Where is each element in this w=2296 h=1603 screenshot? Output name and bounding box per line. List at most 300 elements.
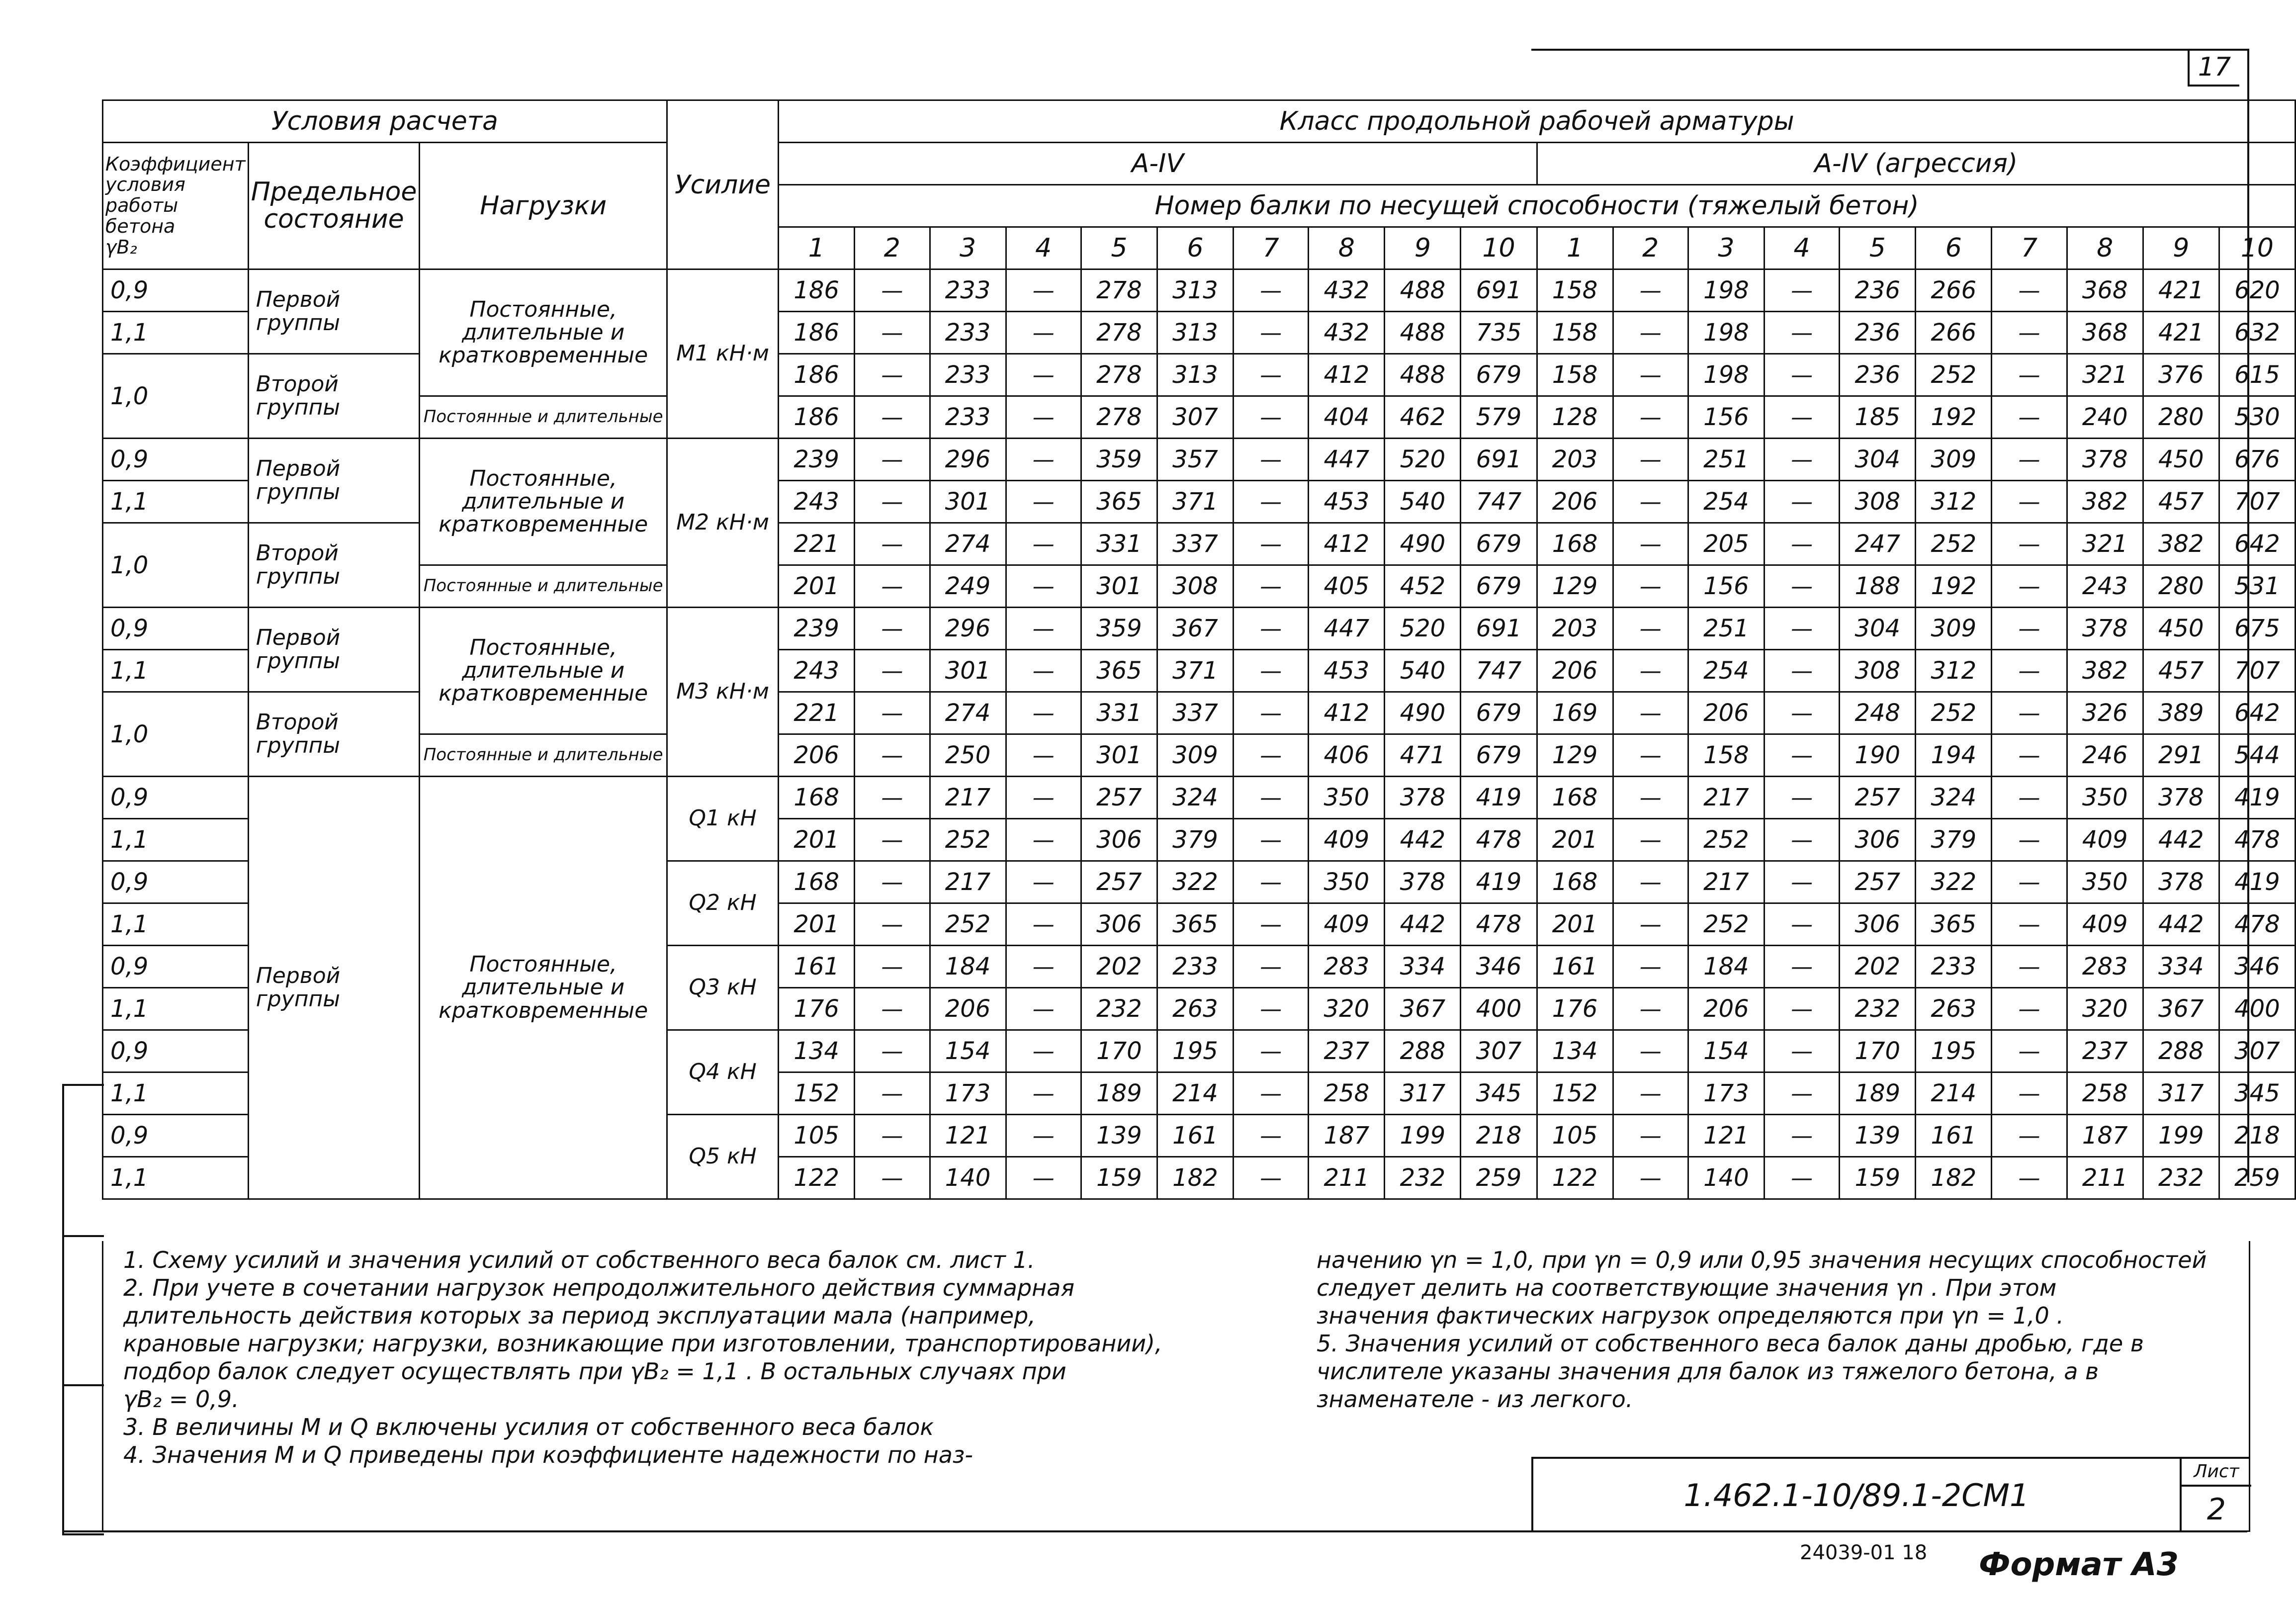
value-cell: — [855, 565, 930, 608]
value-cell: 176 [779, 988, 855, 1030]
value-cell: — [1992, 565, 2067, 608]
value-cell: 306 [1081, 903, 1157, 946]
value-cell: 280 [2143, 396, 2219, 439]
value-cell: — [1764, 988, 1839, 1030]
coef-cell: 0,9 [103, 777, 249, 819]
limit-state-cell: Второй группы [248, 692, 420, 777]
value-cell: — [1613, 946, 1688, 988]
coef-cell: 0,9 [103, 608, 249, 650]
table-row [103, 608, 2296, 650]
value-cell: 257 [1081, 777, 1157, 819]
value-cell: 168 [1537, 861, 1613, 903]
value-cell: 278 [1081, 269, 1157, 312]
value-cell: 198 [1688, 269, 1764, 312]
value-cell: — [1992, 396, 2067, 439]
header-force: Усилие [667, 100, 778, 269]
value-cell: 129 [1537, 565, 1613, 608]
value-cell: — [1764, 692, 1839, 734]
value-cell: 478 [1461, 819, 1537, 861]
value-cell: 254 [1688, 650, 1764, 692]
value-cell: 186 [779, 269, 855, 312]
value-cell: — [1764, 523, 1839, 565]
value-cell: — [855, 354, 930, 396]
value-cell: — [855, 819, 930, 861]
value-cell: 676 [2219, 439, 2295, 481]
load-type-cell: Постоянные, длительные и кратковременные [420, 439, 667, 565]
value-cell: 259 [1461, 1157, 1537, 1199]
value-cell: 520 [1385, 608, 1461, 650]
value-cell: 404 [1309, 396, 1385, 439]
value-cell: — [1234, 439, 1309, 481]
value-cell: — [1006, 354, 1081, 396]
value-cell: — [1234, 608, 1309, 650]
coef-cell: 0,9 [103, 269, 249, 312]
value-cell: 296 [930, 439, 1006, 481]
value-cell: — [855, 1115, 930, 1157]
value-cell: 288 [2143, 1030, 2219, 1072]
value-cell: 679 [1461, 734, 1537, 777]
value-cell: 488 [1385, 269, 1461, 312]
binding-strip-divider [64, 1384, 104, 1386]
value-cell: 259 [2219, 1157, 2295, 1199]
value-cell: — [1764, 1115, 1839, 1157]
value-cell: — [1613, 734, 1688, 777]
value-cell: 202 [1840, 946, 1916, 988]
value-cell: 266 [1916, 312, 1992, 354]
value-cell: 214 [1916, 1072, 1992, 1115]
note-line: следует делить на соответствующие значения γn . При этом [1317, 1274, 2057, 1301]
value-cell: — [1613, 650, 1688, 692]
value-cell: — [855, 439, 930, 481]
value-cell: — [1992, 1030, 2067, 1072]
value-cell: 615 [2219, 354, 2295, 396]
value-cell: 158 [1688, 734, 1764, 777]
value-cell: 331 [1081, 523, 1157, 565]
value-cell: 419 [1461, 777, 1537, 819]
value-cell: — [855, 481, 930, 523]
value-cell: — [1764, 608, 1839, 650]
value-cell: 192 [1916, 565, 1992, 608]
value-cell: — [1613, 903, 1688, 946]
header-beam-col: 1 [779, 227, 855, 269]
value-cell: 250 [930, 734, 1006, 777]
value-cell: 409 [1309, 819, 1385, 861]
value-cell: 307 [1157, 396, 1233, 439]
note-line: 5. Значения усилий от собственного веса балок даны дробью, где в [1317, 1330, 2144, 1357]
load-type-cell: Постоянные и длительные [420, 734, 667, 777]
value-cell: 128 [1537, 396, 1613, 439]
value-cell: 334 [1385, 946, 1461, 988]
value-cell: 544 [2219, 734, 2295, 777]
value-cell: 246 [2067, 734, 2143, 777]
value-cell: — [1234, 903, 1309, 946]
load-type-cell: Постоянные и длительные [420, 565, 667, 608]
force-cell: Q4 кН [667, 1030, 778, 1115]
value-cell: 202 [1081, 946, 1157, 988]
value-cell: 158 [1537, 354, 1613, 396]
value-cell: 419 [1461, 861, 1537, 903]
value-cell: 186 [779, 312, 855, 354]
value-cell: 233 [1916, 946, 1992, 988]
value-cell: 378 [2143, 861, 2219, 903]
value-cell: 488 [1385, 312, 1461, 354]
value-cell: 306 [1840, 819, 1916, 861]
value-cell: — [1764, 903, 1839, 946]
value-cell: — [1234, 650, 1309, 692]
value-cell: 195 [1157, 1030, 1233, 1072]
value-cell: 432 [1309, 269, 1385, 312]
header-beam-col: 8 [2067, 227, 2143, 269]
value-cell: 274 [930, 692, 1006, 734]
value-cell: 350 [2067, 777, 2143, 819]
value-cell: 322 [1916, 861, 1992, 903]
value-cell: 488 [1385, 354, 1461, 396]
value-cell: 326 [2067, 692, 2143, 734]
value-cell: 334 [2143, 946, 2219, 988]
value-cell: 291 [2143, 734, 2219, 777]
value-cell: — [1234, 946, 1309, 988]
coef-cell: 1,1 [103, 1157, 249, 1199]
value-cell: — [855, 650, 930, 692]
value-cell: — [1992, 988, 2067, 1030]
value-cell: 258 [2067, 1072, 2143, 1115]
value-cell: 359 [1081, 439, 1157, 481]
value-cell: — [1234, 819, 1309, 861]
header-beam-col: 8 [1309, 227, 1385, 269]
value-cell: — [855, 396, 930, 439]
value-cell: 263 [1916, 988, 1992, 1030]
value-cell: 400 [1461, 988, 1537, 1030]
value-cell: 531 [2219, 565, 2295, 608]
value-cell: 331 [1081, 692, 1157, 734]
value-cell: — [1764, 1072, 1839, 1115]
value-cell: 432 [1309, 312, 1385, 354]
value-cell: 237 [2067, 1030, 2143, 1072]
value-cell: 233 [1157, 946, 1233, 988]
coef-cell: 0,9 [103, 861, 249, 903]
value-cell: — [855, 312, 930, 354]
value-cell: 309 [1157, 734, 1233, 777]
force-cell: M1 кН·м [667, 269, 778, 439]
value-cell: 313 [1157, 312, 1233, 354]
value-cell: 190 [1840, 734, 1916, 777]
value-cell: 453 [1309, 650, 1385, 692]
value-cell: 409 [2067, 819, 2143, 861]
value-cell: 173 [1688, 1072, 1764, 1115]
value-cell: — [1006, 1157, 1081, 1199]
value-cell: — [1992, 650, 2067, 692]
value-cell: 221 [779, 523, 855, 565]
value-cell: — [1234, 861, 1309, 903]
value-cell: 192 [1916, 396, 1992, 439]
value-cell: 218 [1461, 1115, 1537, 1157]
value-cell: — [1613, 692, 1688, 734]
force-cell: Q1 кН [667, 777, 778, 861]
value-cell: 382 [2067, 481, 2143, 523]
value-cell: 350 [2067, 861, 2143, 903]
note-line: знаменателе - из легкого. [1317, 1386, 1633, 1413]
value-cell: — [1764, 396, 1839, 439]
value-cell: 419 [2219, 861, 2295, 903]
value-cell: — [1006, 396, 1081, 439]
value-cell: 176 [1537, 988, 1613, 1030]
value-cell: — [1006, 312, 1081, 354]
value-cell: 320 [1309, 988, 1385, 1030]
note-line: 2. При учете в сочетании нагрузок непродолжительного действия суммарная [123, 1274, 1075, 1301]
value-cell: — [1764, 734, 1839, 777]
value-cell: 307 [2219, 1030, 2295, 1072]
header-class-a4-aggression: A-IV (агрессия) [1537, 143, 2296, 185]
value-cell: 359 [1081, 608, 1157, 650]
value-cell: 122 [779, 1157, 855, 1199]
value-cell: 382 [2067, 650, 2143, 692]
value-cell: 442 [2143, 903, 2219, 946]
value-cell: 367 [1157, 608, 1233, 650]
note-line: 3. В величины M и Q включены усилия от собственного веса балок [123, 1414, 934, 1440]
coef-cell: 0,9 [103, 946, 249, 988]
value-cell: 139 [1081, 1115, 1157, 1157]
value-cell: 378 [1385, 861, 1461, 903]
value-cell: — [1764, 650, 1839, 692]
limit-state-cell: Второй группы [248, 523, 420, 608]
value-cell: 337 [1157, 692, 1233, 734]
value-cell: — [855, 861, 930, 903]
value-cell: 346 [1461, 946, 1537, 988]
value-cell: — [1006, 1030, 1081, 1072]
value-cell: 274 [930, 523, 1006, 565]
load-type-cell: Постоянные, длительные и кратковременные [420, 608, 667, 734]
value-cell: 345 [1461, 1072, 1537, 1115]
value-cell: 304 [1840, 439, 1916, 481]
value-cell: 158 [1537, 269, 1613, 312]
value-cell: — [855, 523, 930, 565]
value-cell: 346 [2219, 946, 2295, 988]
value-cell: 161 [1537, 946, 1613, 988]
value-cell: — [1613, 565, 1688, 608]
value-cell: 233 [930, 396, 1006, 439]
value-cell: 368 [2067, 269, 2143, 312]
value-cell: 321 [2067, 354, 2143, 396]
value-cell: — [855, 988, 930, 1030]
load-type-cell: Постоянные, длительные и кратковременные [420, 777, 667, 1199]
value-cell: 206 [1688, 692, 1764, 734]
value-cell: 378 [2067, 439, 2143, 481]
value-cell: 122 [1537, 1157, 1613, 1199]
value-cell: 306 [1081, 819, 1157, 861]
value-cell: 189 [1840, 1072, 1916, 1115]
value-cell: 365 [1081, 481, 1157, 523]
value-cell: — [1006, 650, 1081, 692]
value-cell: 405 [1309, 565, 1385, 608]
value-cell: — [1234, 692, 1309, 734]
value-cell: 206 [1688, 988, 1764, 1030]
value-cell: 462 [1385, 396, 1461, 439]
value-cell: — [1006, 734, 1081, 777]
value-cell: 159 [1840, 1157, 1916, 1199]
value-cell: — [1234, 312, 1309, 354]
value-cell: 283 [2067, 946, 2143, 988]
value-cell: — [1764, 946, 1839, 988]
value-cell: 170 [1081, 1030, 1157, 1072]
value-cell: 691 [1461, 439, 1537, 481]
value-cell: — [1613, 1030, 1688, 1072]
value-cell: — [1764, 861, 1839, 903]
value-cell: — [855, 903, 930, 946]
value-cell: 691 [1461, 269, 1537, 312]
value-cell: — [1764, 354, 1839, 396]
value-cell: — [1764, 439, 1839, 481]
value-cell: — [1613, 1072, 1688, 1115]
value-cell: — [1006, 777, 1081, 819]
value-cell: 320 [2067, 988, 2143, 1030]
value-cell: — [1992, 608, 2067, 650]
frame-top-line [1531, 49, 2247, 51]
value-cell: 156 [1688, 396, 1764, 439]
value-cell: 735 [1461, 312, 1537, 354]
value-cell: 357 [1157, 439, 1233, 481]
value-cell: — [1613, 777, 1688, 819]
value-cell: 243 [779, 481, 855, 523]
value-cell: — [1613, 312, 1688, 354]
value-cell: 442 [1385, 819, 1461, 861]
value-cell: 221 [779, 692, 855, 734]
value-cell: 139 [1840, 1115, 1916, 1157]
value-cell: — [1234, 777, 1309, 819]
coef-cell: 1,1 [103, 988, 249, 1030]
value-cell: 308 [1157, 565, 1233, 608]
value-cell: 218 [2219, 1115, 2295, 1157]
value-cell: 447 [1309, 439, 1385, 481]
value-cell: — [1006, 946, 1081, 988]
value-cell: — [1764, 1157, 1839, 1199]
value-cell: 239 [779, 608, 855, 650]
value-cell: — [1992, 692, 2067, 734]
value-cell: — [855, 1030, 930, 1072]
header-beam-col: 7 [1234, 227, 1309, 269]
value-cell: 520 [1385, 439, 1461, 481]
value-cell: 201 [1537, 819, 1613, 861]
value-cell: 283 [1309, 946, 1385, 988]
value-cell: 170 [1840, 1030, 1916, 1072]
value-cell: 691 [1461, 608, 1537, 650]
value-cell: 134 [1537, 1030, 1613, 1072]
value-cell: — [1234, 481, 1309, 523]
value-cell: — [1234, 1030, 1309, 1072]
value-cell: 233 [930, 354, 1006, 396]
value-cell: — [1234, 1115, 1309, 1157]
coef-cell: 1,0 [103, 354, 249, 439]
value-cell: — [855, 269, 930, 312]
value-cell: 199 [1385, 1115, 1461, 1157]
value-cell: 632 [2219, 312, 2295, 354]
value-cell: 169 [1537, 692, 1613, 734]
value-cell: 168 [779, 861, 855, 903]
value-cell: 308 [1840, 650, 1916, 692]
header-beam-number: Номер балки по несущей способности (тяжелый бетон) [779, 185, 2296, 227]
coef-cell: 1,1 [103, 481, 249, 523]
force-cell: Q5 кН [667, 1115, 778, 1199]
value-cell: — [1764, 269, 1839, 312]
value-cell: 140 [1688, 1157, 1764, 1199]
value-cell: 367 [1385, 988, 1461, 1030]
document-code: 1.462.1-10/89.1-2СМ1 [1683, 1477, 2030, 1514]
force-cell: M3 кН·м [667, 608, 778, 777]
value-cell: 239 [779, 439, 855, 481]
value-cell: — [1992, 312, 2067, 354]
format-label: Формат А3 [1979, 1546, 2179, 1583]
value-cell: 442 [2143, 819, 2219, 861]
limit-state-cell: Первой группы [248, 269, 420, 354]
value-cell: 313 [1157, 269, 1233, 312]
value-cell: — [1234, 565, 1309, 608]
value-cell: 337 [1157, 523, 1233, 565]
value-cell: — [1613, 861, 1688, 903]
value-cell: 400 [2219, 988, 2295, 1030]
value-cell: — [855, 734, 930, 777]
value-cell: 540 [1385, 650, 1461, 692]
note-line: длительность действия которых за период эксплуатации мала (например, [123, 1302, 1036, 1329]
value-cell: 675 [2219, 608, 2295, 650]
value-cell: 490 [1385, 692, 1461, 734]
value-cell: 309 [1916, 439, 1992, 481]
value-cell: — [1613, 481, 1688, 523]
note-line: 4. Значения M и Q приведены при коэффициенте надежности по наз- [123, 1441, 973, 1468]
header-beam-col: 2 [855, 227, 930, 269]
value-cell: 185 [1840, 396, 1916, 439]
value-cell: 457 [2143, 481, 2219, 523]
limit-state-cell: Первой группы [248, 777, 420, 1199]
value-cell: 188 [1840, 565, 1916, 608]
value-cell: — [1992, 1115, 2067, 1157]
header-beam-col: 9 [2143, 227, 2219, 269]
value-cell: 409 [2067, 903, 2143, 946]
header-beam-col: 6 [1157, 227, 1233, 269]
value-cell: — [1234, 523, 1309, 565]
value-cell: 198 [1688, 312, 1764, 354]
value-cell: 389 [2143, 692, 2219, 734]
value-cell: — [855, 777, 930, 819]
value-cell: — [855, 946, 930, 988]
value-cell: 168 [779, 777, 855, 819]
value-cell: — [1006, 988, 1081, 1030]
value-cell: 214 [1157, 1072, 1233, 1115]
value-cell: — [1006, 481, 1081, 523]
value-cell: — [1992, 354, 2067, 396]
note-line: значения фактических нагрузок определяются при γn = 1,0 . [1317, 1302, 2064, 1329]
value-cell: 378 [2067, 608, 2143, 650]
value-cell: 252 [1916, 523, 1992, 565]
value-cell: 237 [1309, 1030, 1385, 1072]
table-row [103, 734, 2296, 777]
value-cell: — [855, 1157, 930, 1199]
value-cell: 679 [1461, 692, 1537, 734]
coef-cell: 0,9 [103, 1030, 249, 1072]
value-cell: 317 [1385, 1072, 1461, 1115]
note-line: подбор балок следует осуществлять при γB₂ = 1,1 . В остальных случаях при [123, 1358, 1066, 1385]
value-cell: 412 [1309, 354, 1385, 396]
value-cell: 478 [2219, 819, 2295, 861]
value-cell: 184 [930, 946, 1006, 988]
value-cell: 471 [1385, 734, 1461, 777]
value-cell: 252 [1688, 903, 1764, 946]
value-cell: 206 [1537, 481, 1613, 523]
value-cell: — [1992, 439, 2067, 481]
value-cell: 747 [1461, 650, 1537, 692]
load-type-cell: Постоянные и длительные [420, 396, 667, 439]
value-cell: 252 [930, 903, 1006, 946]
coef-cell: 1,1 [103, 312, 249, 354]
header-beam-col: 5 [1081, 227, 1157, 269]
